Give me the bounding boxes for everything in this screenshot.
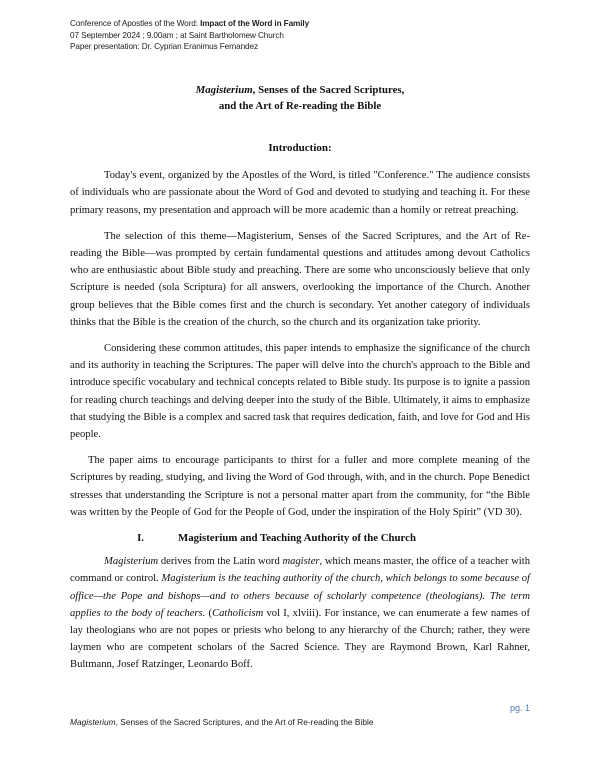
section-1-title: Magisterium and Teaching Authority of the Church: [178, 532, 416, 545]
header-presenter-line: Paper presentation: Dr. Cyprian Eranimus Fernandez: [70, 42, 258, 51]
section-1-number: I.: [137, 532, 144, 545]
paragraph-2: The selection of this theme—Magisterium, Senses of the Sacred Scriptures, and the Art of Re-reading the Bible—was prompted by certain fundamental questions and attitudes among devout Catholics who are enthusiastic about Bible study and preaching. There are some who unconsciously believe that only Scripture is needed (sola Scriptura) for all answers, overlooking the importance of the Church. Another group believes that the Bible comes first and the church is secondary. Yet another category of individuals thinks that the Bible is the creation of the church, so the church and its organization take priority.: [70, 230, 530, 328]
running-footer: Magisterium, Senses of the Sacred Scriptures, and the Art of Re-reading the Bible: [70, 717, 374, 727]
header-date-line: 07 September 2024 ; 9.00am ; at Saint Bartholomew Church: [70, 30, 284, 40]
section-1-heading: [70, 530, 530, 547]
header-conference-line: Conference of Apostles of the Word: Impact of the Word in Family: [70, 19, 310, 28]
document-body: [70, 82, 530, 683]
section-1-paragraph: Magisterium derives from the Latin word magister, which means master, the office of a teacher with command or control. Magisterium is the teaching authority of the church, which belongs to some because of office—the Pope and bishops—and to others because of scholarly competence (theologians). The term applies to the body of teachers. (Catholicism vol I, xlviii). For instance, we can enumerate a few names of lay theologians who are not popes or priests who belong to any hierarchy of the Church; rather, they were laymen who are competent scholars of the Sacred Science. They are Raymond Brown, Karl Rahner, Bultmann, Josef Ratzinger, Leonardo Boff.: [70, 556, 530, 671]
paragraph-4: The paper aims to encourage participants to thirst for a fuller and more complete meaning of the Scriptures by reading, studying, and living the Word of God through, with, and in the church. Pope Benedict stresses that understanding the Scripture is not a personal matter apart from the community, for “the Bible was written by the People of God for the People of God, under the inspiration of the Holy Spirit” (VD 30).: [70, 455, 530, 518]
running-header: [70, 18, 309, 53]
introduction-heading: Introduction:: [268, 142, 332, 154]
paragraph-1: Today's event, organized by the Apostles of the Word, is titled "Conference." The audience consists of individuals who are passionate about the Word of God and devoted to studying and teaching it. For these primary reasons, my presentation and approach will be more academic than a homily or retreat preaching.: [70, 170, 530, 216]
page-number: pg. 1: [509, 703, 530, 713]
paragraph-3: Considering these common attitudes, this paper intends to emphasize the significance of the church and its authority in teaching the Scriptures. The paper will delve into the church's approach to the Bible and introduce specific vocabulary and technical concepts related to Bible study. Its purpose is to ignite a passion for reading church teachings and delving deeper into the study of the Bible. Ultimately, it aims to emphasize that studying the Bible is a complex and sacred task that requires dedication, faith, and love for God and His people.: [70, 343, 530, 441]
document-title: Magisterium, Senses of the Sacred Scriptures, and the Art of Re-reading the Bible: [195, 84, 405, 112]
